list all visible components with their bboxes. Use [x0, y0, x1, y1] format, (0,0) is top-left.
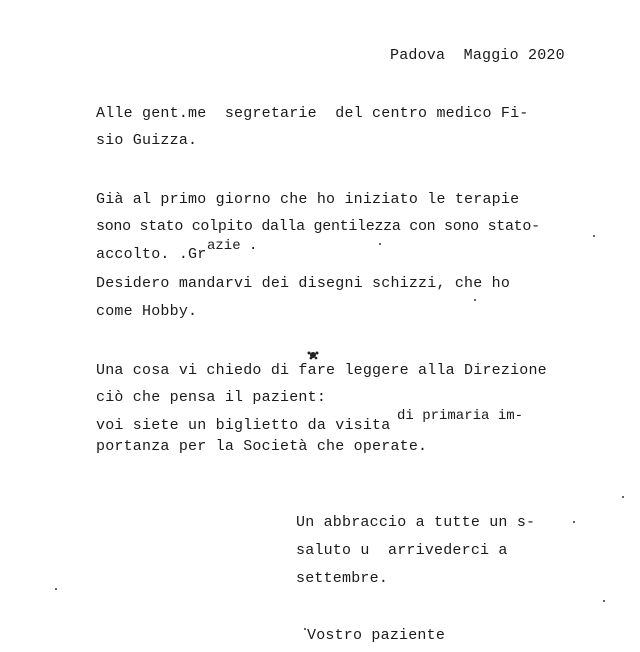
- paragraph1-line-4: Desidero mandarvi dei disegni schizzi, che ho: [96, 275, 511, 292]
- salutation-line-1: Alle gent.me segretarie del centro medico Fi-: [96, 105, 529, 122]
- closing-line-1: Un abbraccio a tutte un s-: [296, 514, 536, 531]
- paragraph2-insert: di primaria im-: [397, 408, 524, 424]
- speck: [379, 243, 381, 245]
- paragraph1-line-2: sono stato colpito dalla gentilezza con sono stato-: [96, 218, 540, 235]
- closing-line-3: settembre.: [296, 570, 389, 587]
- paragraph1-line-3: accolto. .Gr: [96, 246, 207, 263]
- speck: [622, 496, 624, 498]
- speck: [304, 628, 306, 630]
- paragraph1-line-1: Già al primo giorno che ho iniziato le terapie: [96, 191, 520, 208]
- speck: [474, 299, 476, 301]
- ink-blot-icon: [306, 349, 320, 361]
- speck: [593, 235, 595, 237]
- paragraph2-line-2: ciò che pensa il pazient:: [96, 389, 327, 406]
- closing-line-2: saluto u arrivederci a: [296, 542, 508, 559]
- paragraph2-line-4: portanza per la Società che operate.: [96, 438, 428, 455]
- speck: [573, 521, 575, 523]
- speck: [55, 588, 57, 590]
- paragraph2-line-3: voi siete un biglietto da visita: [96, 417, 391, 434]
- salutation-line-2: sio Guizza.: [96, 132, 198, 149]
- speck: [603, 600, 605, 602]
- paragraph1-insert: azie .: [207, 238, 258, 254]
- paragraph2-line-1: Una cosa vi chiedo di fare leggere alla Direzione: [96, 362, 547, 379]
- signature-line: Vostro paziente: [307, 627, 446, 644]
- date-line: Padova Maggio 2020: [390, 47, 565, 64]
- paragraph1-line-5: come Hobby.: [96, 303, 198, 320]
